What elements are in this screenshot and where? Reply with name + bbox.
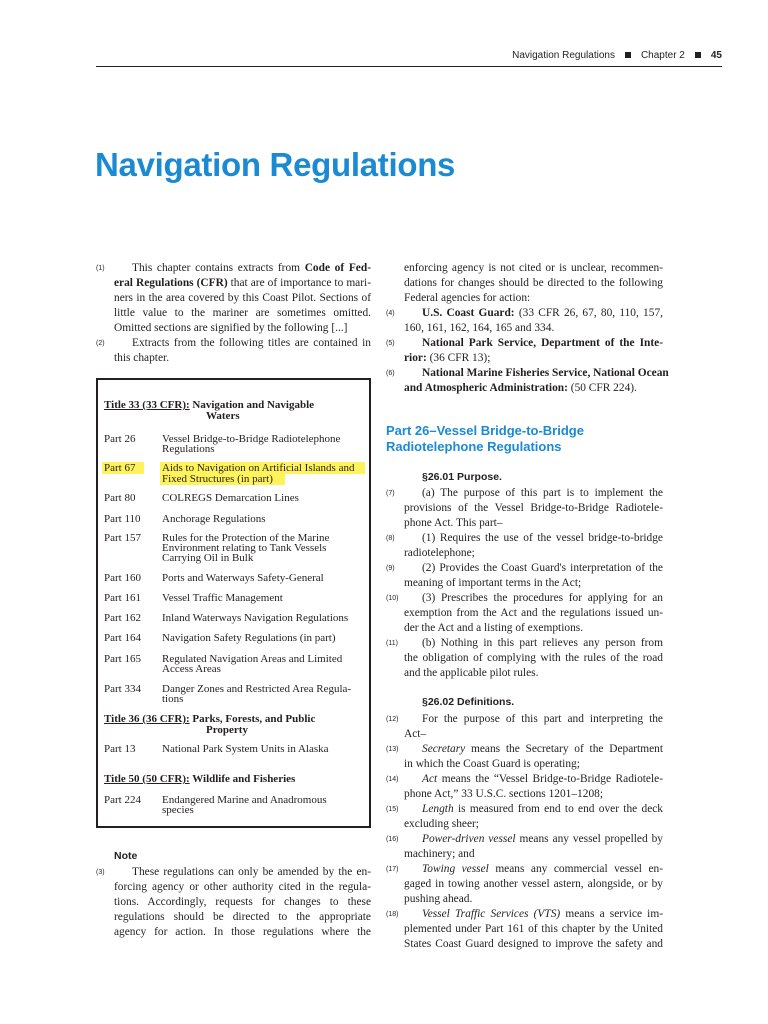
part-number: Part 13 [104, 743, 136, 755]
text-line: This chapter contains extracts from Code of Fed- [132, 262, 371, 274]
paragraph-number: (6) [386, 370, 395, 377]
part-description: Danger Zones and Restricted Area Regula- [162, 683, 352, 695]
part-description: Carrying Oil in Bulk [162, 552, 254, 564]
title-50-heading: Title 50 (50 CFR): Wildlife and Fisheries [104, 773, 296, 785]
part-description: Environment relating to Tank Vessels [162, 542, 327, 554]
part-number: Part 334 [104, 683, 141, 695]
title-33-heading-cont: Waters [206, 410, 240, 422]
text-line: Extracts from the following titles are contained in [132, 337, 371, 349]
text-line: Power-driven vessel means any vessel propelled by [422, 833, 664, 845]
text-line: excluding sheer; [404, 818, 479, 830]
part-description: Vessel Bridge-to-Bridge Radiotelephone [162, 433, 341, 445]
text-line: phone Act. This part– [404, 517, 503, 529]
text-line: (b) Nothing in this part relieves any person from [422, 637, 663, 649]
text-line: Towing vessel means any commercial vessel en- [422, 863, 663, 875]
text-line: For the purpose of this part and interpreting the [422, 713, 663, 725]
part-description: Regulated Navigation Areas and Limited [162, 653, 343, 665]
text-line: regulations should be directed to the appropriate [114, 911, 371, 923]
section-heading [386, 423, 686, 455]
paragraph-number: (13) [386, 746, 399, 753]
text-line: pushing ahead. [404, 893, 473, 905]
part-description: COLREGS Demarcation Lines [162, 492, 299, 504]
text-line: der the Act and a listing of exemptions. [404, 622, 584, 634]
text-line: in which the Coast Guard is operating; [404, 758, 580, 770]
paragraph-number: (14) [386, 776, 399, 783]
text-line: (2) Provides the Coast Guard's interpretation of the [422, 562, 663, 574]
paragraph-number: (17) [386, 866, 399, 873]
paragraph-number: (15) [386, 806, 399, 813]
paragraph-number: (4) [386, 310, 395, 317]
paragraph-number: (12) [386, 716, 399, 723]
text-line: rior: (36 CFR 13); [404, 352, 491, 364]
text-line: Federal agencies for action: [404, 292, 531, 304]
part-description: Inland Waterways Navigation Regulations [162, 612, 349, 624]
subsection-heading: §26.01 Purpose. [422, 471, 502, 483]
part-description: Aids to Navigation on Artificial Islands and [162, 462, 355, 474]
text-line: plemented under Part 161 of this chapter by the United [404, 923, 663, 935]
text-line: (3) Prescribes the procedures for applying for an [422, 592, 663, 604]
part-description: Vessel Traffic Management [162, 592, 283, 604]
text-line: Secretary means the Secretary of the Department [422, 743, 663, 755]
part-number: Part 165 [104, 653, 141, 665]
paragraph-number: (2) [96, 340, 105, 347]
part-number: Part 110 [104, 513, 141, 525]
part-number: Part 162 [104, 612, 141, 624]
text-line: Omitted sections are signified by the following [...] [114, 322, 348, 334]
text-line: the obligation of complying with the rules of the road [404, 652, 663, 664]
text-line: machinery; and [404, 848, 475, 860]
text-line: and Atmospheric Administration: (50 CFR 224). [404, 382, 637, 394]
paragraph-number: (5) [386, 340, 395, 347]
text-line: this chapter. [114, 352, 170, 364]
text-line: tions. Accordingly, requests for changes to these [114, 896, 371, 908]
paragraph-number: (3) [96, 869, 105, 876]
part-number: Part 161 [104, 592, 141, 604]
section-heading-line: Part 26–Vessel Bridge-to-Bridge [386, 423, 584, 438]
part-number: Part 160 [104, 572, 141, 584]
text-line: agency for action. In those regulations where the [114, 926, 371, 938]
text-line: ners in the area covered by this Coast Pilot. Sections of [114, 292, 371, 304]
part-description: Access Areas [162, 663, 221, 675]
running-header [96, 50, 722, 64]
part-number: Part 157 [104, 532, 141, 544]
paragraph-number: (7) [386, 490, 395, 497]
part-description: Rules for the Protection of the Marine [162, 532, 330, 544]
title-36-heading-cont: Property [206, 724, 248, 736]
part-description: Fixed Structures (in part) [162, 473, 273, 485]
part-description: Ports and Waterways Safety-General [162, 572, 324, 584]
header-chapter: Chapter 2 [640, 50, 685, 61]
header-section: Navigation Regulations [512, 50, 615, 61]
text-line: radiotelephone; [404, 547, 475, 559]
part-number: Part 80 [104, 492, 136, 504]
part-number: Part 26 [104, 433, 136, 445]
part-description: tions [162, 693, 184, 705]
text-line: Act means the “Vessel Bridge-to-Bridge Radiotele- [422, 773, 663, 785]
chapter-title: Navigation Regulations [95, 146, 456, 183]
text-line: meaning of important terms in the Act; [404, 577, 582, 589]
page-number: 45 [710, 50, 722, 61]
note-heading: Note [114, 850, 138, 862]
text-line: Vessel Traffic Services (VTS) means a service im- [422, 908, 663, 920]
text-line: dations for changes should be directed to the following [404, 277, 663, 289]
text-line: phone Act,” 33 U.S.C. sections 1201–1208; [404, 788, 604, 800]
paragraph-number: (11) [386, 640, 398, 647]
part-number: Part 67 [104, 462, 136, 474]
text-line: National Park Service, Department of the Inte- [422, 337, 663, 349]
part-description: National Park System Units in Alaska [162, 743, 329, 755]
part-number: Part 164 [104, 632, 141, 644]
text-line: 160, 161, 162, 164, 165 and 334. [404, 322, 555, 334]
title-33-heading: Title 33 (33 CFR): Navigation and Navigable [104, 399, 315, 411]
paragraph-number: (1) [96, 265, 105, 272]
paragraph-number: (8) [386, 535, 395, 542]
text-line: (a) The purpose of this part is to implement the [422, 487, 663, 499]
text-line: eral Regulations (CFR) that are of importance to mari- [114, 277, 371, 289]
text-line: These regulations can only be amended by the en- [132, 866, 371, 878]
subsection-heading: §26.02 Definitions. [422, 696, 515, 708]
header-separator [625, 52, 631, 58]
text-line: and the applicable pilot rules. [404, 667, 539, 679]
part-number: Part 224 [104, 794, 141, 806]
cfr-titles-box [96, 378, 371, 828]
paragraph-number: (16) [386, 836, 399, 843]
text-line: Length is measured from end to end over the deck [422, 803, 663, 815]
text-line: forcing agency or other authority cited in the regula- [114, 881, 371, 893]
section-heading-line: Radiotelephone Regulations [386, 439, 562, 454]
text-line: little value to the mariner are sometimes omitted. [114, 307, 371, 319]
title-36-heading: Title 36 (36 CFR): Parks, Forests, and Public [104, 713, 316, 725]
part-description: species [162, 804, 194, 816]
paragraph-number: (18) [386, 911, 399, 918]
text-line: U.S. Coast Guard: (33 CFR 26, 67, 80, 110, 157, [422, 307, 663, 319]
paragraph-number: (10) [386, 595, 399, 602]
text-line: enforcing agency is not cited or is unclear, recommen- [404, 262, 663, 274]
paragraph-number: (9) [386, 565, 395, 572]
text-line: provisions of the Vessel Bridge-to-Bridge Radiotele- [404, 502, 663, 514]
part-description: Regulations [162, 443, 215, 455]
header-separator [695, 52, 701, 58]
text-line: (1) Requires the use of the vessel bridge-to-bridge [422, 532, 663, 544]
text-line: National Marine Fisheries Service, National Ocean [422, 367, 669, 379]
text-line: States Coast Guard designed to improve the safety and [404, 938, 663, 950]
text-line: exemption from the Act and the regulations issued un- [404, 607, 663, 619]
part-description: Endangered Marine and Anadromous [162, 794, 327, 806]
part-description: Navigation Safety Regulations (in part) [162, 632, 336, 644]
text-line: gaged in towing another vessel astern, alongside, or by [404, 878, 663, 890]
part-description: Anchorage Regulations [162, 513, 266, 525]
text-line: Act– [404, 728, 427, 740]
header-rule [96, 66, 722, 67]
